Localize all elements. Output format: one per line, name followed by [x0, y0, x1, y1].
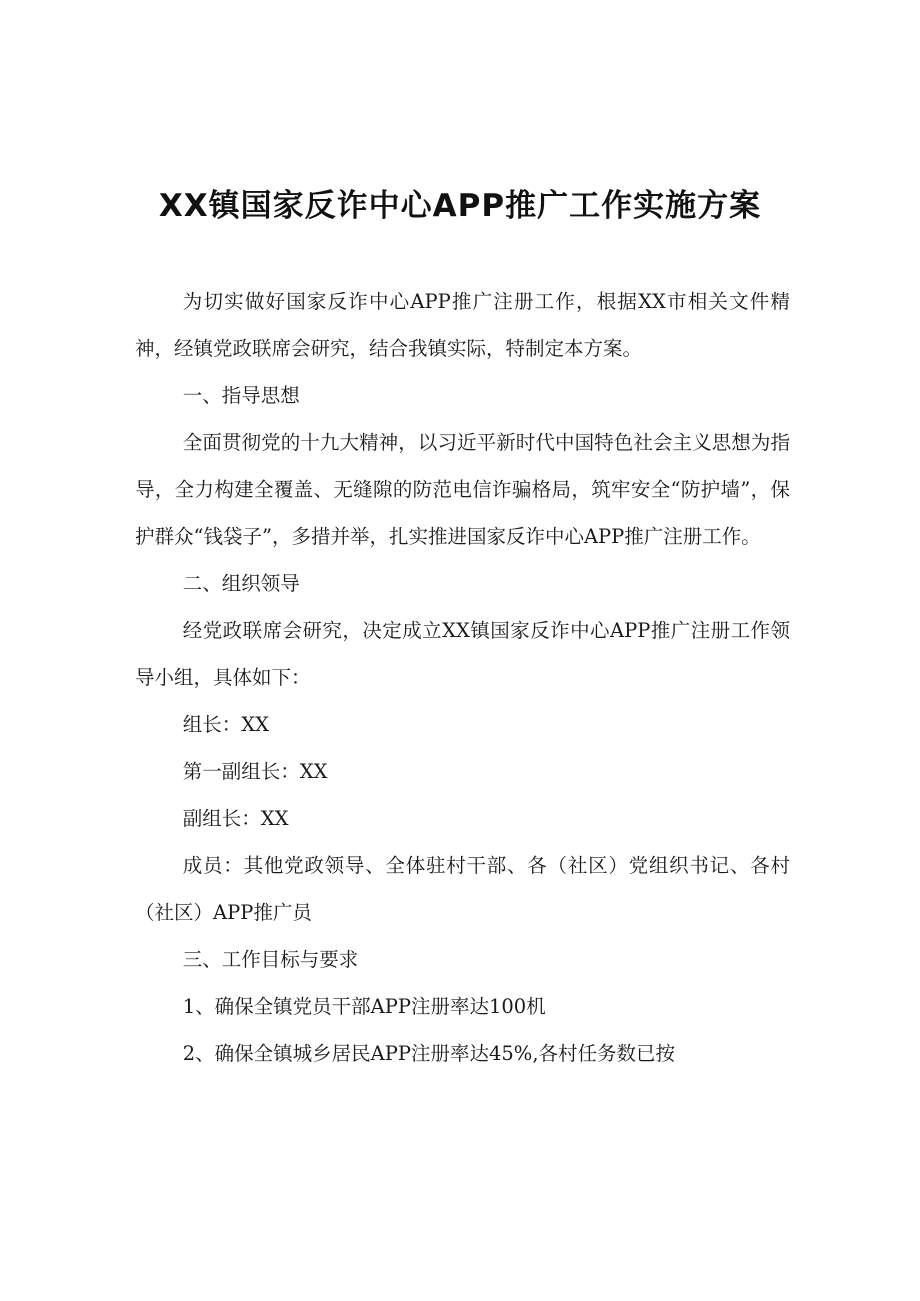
organization-paragraph: 经党政联席会研究，决定成立XX镇国家反诈中心APP推广注册工作领导小组，具体如下：: [135, 619, 790, 689]
goal-item-1: 1、确保全镇党员干部APP注册率达100机: [182, 995, 546, 1018]
group-leader-line: 组长：XX: [182, 713, 270, 736]
document-title: XX镇国家反诈中心APP推广工作实施方案: [158, 188, 762, 224]
intro-paragraph: 为切实做好国家反诈中心APP推广注册工作，根据XX市相关文件精神，经镇党政联席会研究，结合我镇实际，特制定本方案。: [135, 290, 790, 360]
section-heading-organization: 二、组织领导: [182, 572, 300, 595]
deputy-leader-line: 副组长：XX: [182, 807, 289, 830]
section-heading-goals: 三、工作目标与要求: [182, 948, 359, 971]
first-deputy-leader-line: 第一副组长：XX: [182, 760, 328, 783]
guiding-ideology-paragraph: 全面贯彻党的十九大精神，以习近平新时代中国特色社会主义思想为指导，全力构建全覆盖、无缝隙的防范电信诈骗格局，筑牢安全“防护墙”，保护群众“钱袋子”，多措并举，扎实推进国家反诈中心APP推广注册工作。: [135, 431, 790, 548]
document-body: [135, 278, 790, 1077]
goal-item-2: 2、确保全镇城乡居民APP注册率达45%,各村任务数已按: [182, 1042, 676, 1065]
members-paragraph: 成员：其他党政领导、全体驻村干部、各（社区）党组织书记、各村（社区）APP推广员: [135, 854, 790, 924]
section-heading-guiding-ideology: 一、指导思想: [182, 384, 300, 407]
